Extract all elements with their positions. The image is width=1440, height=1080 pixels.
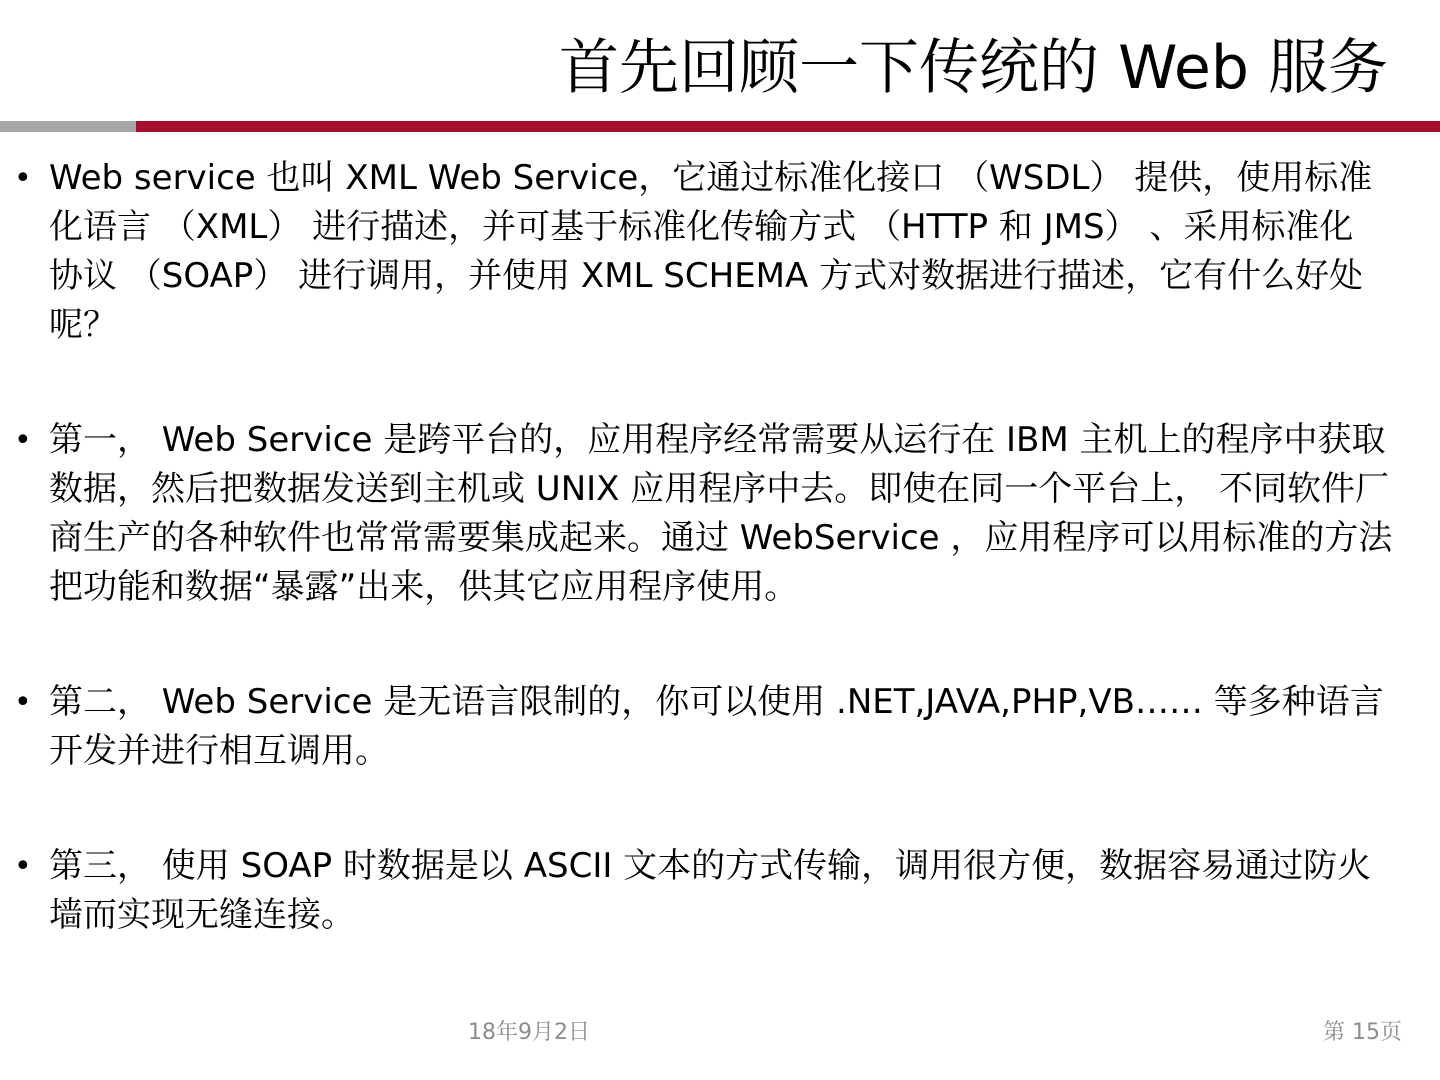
bullet-list xyxy=(0,154,1440,940)
bullet-dot-icon: • xyxy=(14,161,32,196)
bullet-dot-icon: • xyxy=(14,423,32,458)
bullet-dot-icon: • xyxy=(14,849,32,884)
bullet-item xyxy=(0,154,1440,350)
footer-date: 18年9月2日 xyxy=(468,1020,590,1045)
bullet-item xyxy=(0,678,1440,776)
bullet-item xyxy=(0,416,1440,612)
bullet-dot-icon: • xyxy=(14,685,32,720)
bullet-text: 第二， Web Service 是无语言限制的，你可以使用 .NET,JAVA,PHP,VB…… 等多种语言开发并进行相互调用。 xyxy=(49,682,1384,771)
bullet-text: 第三， 使用 SOAP 时数据是以 ASCII 文本的方式传输，调用很方便，数据容易通过防火墙而实现无缝连接。 xyxy=(49,846,1372,935)
bullet-text: 第一， Web Service 是跨平台的，应用程序经常需要从运行在 IBM 主机上的程序中获取数据，然后把数据发送到主机或 UNIX 应用程序中去。即使在同一个平台上， 不同软件厂商生产的各种软件也常常需要集成起来。通过 WebService ，应用程序可以用标准的方法把功能和数据“暴露”出来，供其它应用程序使用。 xyxy=(49,420,1393,607)
divider-gray-segment xyxy=(0,121,136,132)
divider-red-segment xyxy=(136,121,1440,132)
bullet-item xyxy=(0,842,1440,940)
title-divider xyxy=(0,121,1440,132)
footer-page-number: 第 15页 xyxy=(1323,1020,1402,1045)
bullet-text: Web service 也叫 XML Web Service，它通过标准化接口 （WSDL） 提供，使用标准化语言 （XML） 进行描述，并可基于标准化传输方式 （HTTP 和 JMS） 、采用标准化 协议 （SOAP） 进行调用，并使用 XML SCHEMA 方式对数据进行描述，它有什么好处呢？ xyxy=(49,158,1373,345)
slide-title: 首先回顾一下传统的 Web 服务 xyxy=(559,33,1388,103)
